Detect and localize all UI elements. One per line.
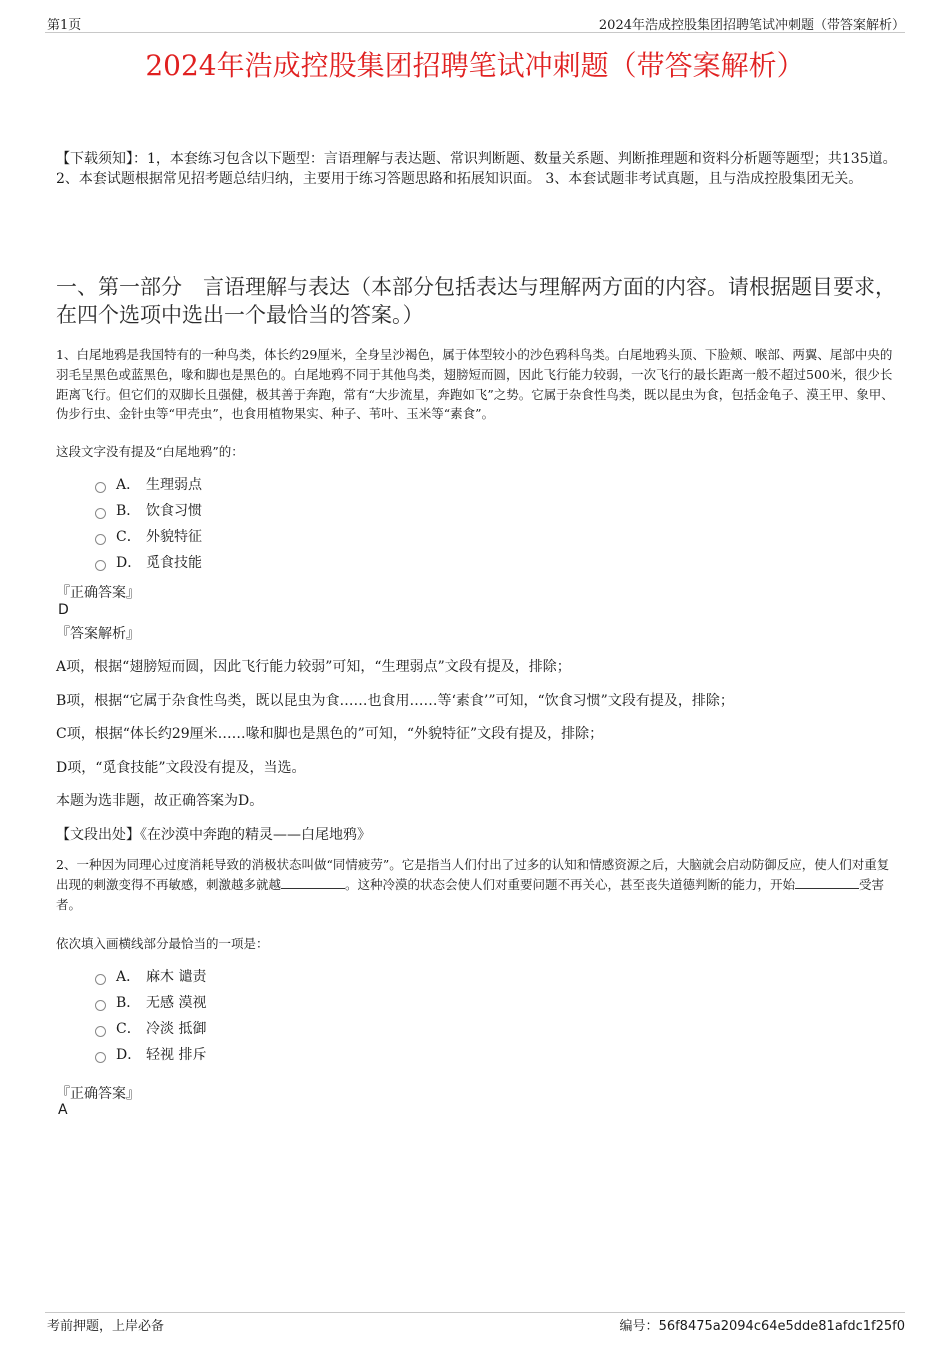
radio-icon[interactable] xyxy=(95,560,106,571)
radio-icon[interactable] xyxy=(95,1000,106,1011)
question-1-option-d[interactable]: D． 觅食技能 xyxy=(95,550,202,576)
question-2-option-d[interactable]: D． 轻视 排斥 xyxy=(95,1042,206,1068)
question-2-answer: A xyxy=(58,1102,68,1118)
footer-code: 编号：56f8475a2094c64e5dde81afdc1f25f0 xyxy=(619,1319,905,1334)
question-2-options xyxy=(95,964,206,1068)
radio-icon[interactable] xyxy=(95,534,106,545)
question-2-option-a[interactable]: A． 麻木 谴责 xyxy=(95,964,206,990)
fill-blank-1[interactable] xyxy=(281,876,345,889)
header-divider xyxy=(45,32,905,33)
analysis-line: B项，根据“它属于杂食性鸟类，既以昆虫为食……也食用……等‘素食’”可知，“饮食习惯”文段有提及，排除； xyxy=(56,693,734,709)
question-2-option-b[interactable]: B． 无感 漠视 xyxy=(95,990,206,1016)
question-1-option-b[interactable]: B． 饮食习惯 xyxy=(95,498,202,524)
question-1-options xyxy=(95,472,202,576)
section-heading: 一、第一部分 言语理解与表达（本部分包括表达与理解两方面的内容。请根据题目要求，在四个选项中选出一个最恰当的答案。） xyxy=(56,275,896,328)
download-notice: 【下载须知】：1，本套练习包含以下题型：言语理解与表达题、常识判断题、数量关系题、判断推理题和资料分析题等题型；共135道。 2、本套试题根据常见招考题总结归纳，主要用于练习答题思路和拓展知识面。 3、本套试题非考试真题，且与浩成控股集团无关。 xyxy=(56,151,897,188)
question-2-option-c[interactable]: C． 冷淡 抵御 xyxy=(95,1016,206,1042)
question-1-answer-label: 『正确答案』 xyxy=(56,585,140,601)
analysis-line: D项，“觅食技能”文段没有提及，当选。 xyxy=(56,760,306,776)
footer-divider xyxy=(45,1312,905,1313)
question-1-option-a[interactable]: A． 生理弱点 xyxy=(95,472,202,498)
analysis-line: C项，根据“体长约29厘米……喙和脚也是黑色的”可知，“外貌特征”文段有提及，排除； xyxy=(56,726,604,742)
footer-slogan: 考前押题，上岸必备 xyxy=(47,1319,165,1334)
page-title: 2024年浩成控股集团招聘笔试冲刺题（带答案解析） xyxy=(145,49,805,82)
radio-icon[interactable] xyxy=(95,482,106,493)
header-page-number: 第1页 xyxy=(47,18,82,33)
radio-icon[interactable] xyxy=(95,974,106,985)
question-1-analysis-label: 『答案解析』 xyxy=(56,626,140,642)
radio-icon[interactable] xyxy=(95,1026,106,1037)
question-2-answer-label: 『正确答案』 xyxy=(56,1086,140,1102)
fill-blank-2[interactable] xyxy=(795,876,859,889)
question-1-answer: D xyxy=(58,602,69,618)
question-2-prompt: 依次填入画横线部分最恰当的一项是： xyxy=(56,936,269,951)
question-1-text: 1、白尾地鸦是我国特有的一种鸟类，体长约29厘米，全身呈沙褐色，属于体型较小的沙色鸦科鸟类。白尾地鸦头顶、下脸颊、喉部、两翼、尾部中央的羽毛呈黑色或蓝黑色，喙和脚也是黑色的。白尾地鸦不同于其他鸟类，翅膀短而圆，因此飞行能力较弱，一次飞行的最长距离一般不超过500米，很少长距离飞行。但它们的双脚长且强健，极其善于奔跑，常有“大步流星，奔跑如飞”之势。它属于杂食性鸟类，既以昆虫为食，包括金龟子、漠王甲、象甲、伪步行虫、金针虫等“甲壳虫”，也食用植物果实、种子、苇叶、玉米等“素食”。 xyxy=(56,347,894,422)
analysis-line: 本题为选非题，故正确答案为D。 xyxy=(56,793,264,809)
header-doc-title: 2024年浩成控股集团招聘笔试冲刺题（带答案解析） xyxy=(598,18,905,33)
radio-icon[interactable] xyxy=(95,508,106,519)
question-2-text: 2、一种因为同理心过度消耗导致的消极状态叫做“同情疲劳”。它是指当人们付出了过多的认知和情感资源之后，大脑就会启动防御反应，使人们对重复出现的刺激变得不再敏感，刺激越多就越 。这种冷漠的状态会使人们对重要问题不再关心，甚至丧失道德判断的能力，开始 受害者。 xyxy=(56,857,890,912)
analysis-line: A项，根据“翅膀短而圆，因此飞行能力较弱”可知，“生理弱点”文段有提及，排除； xyxy=(56,659,571,675)
source-citation: 【文段出处】《在沙漠中奔跑的精灵——白尾地鸦》 xyxy=(56,827,371,843)
radio-icon[interactable] xyxy=(95,1052,106,1063)
question-1-prompt: 这段文字没有提及“白尾地鸦”的： xyxy=(56,444,244,459)
question-1-option-c[interactable]: C． 外貌特征 xyxy=(95,524,202,550)
